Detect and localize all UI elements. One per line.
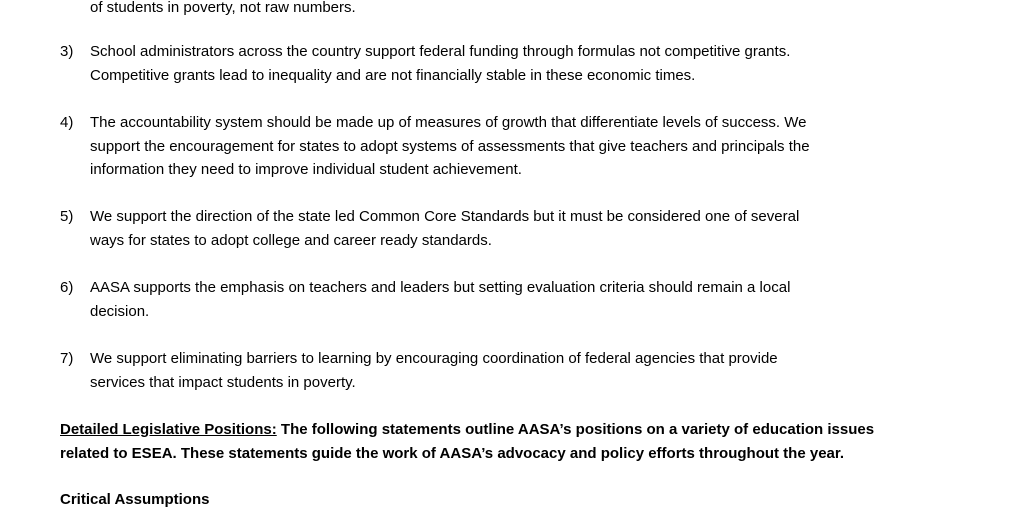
list-number: 4) [60,114,74,131]
paragraph-fragment: of students in poverty, not raw numbers. [90,0,356,16]
detailed-positions-text: The following statements outline AASA’s positions on a variety of education issues related to ESEA. These statements guide the work of AASA’s advocacy and policy efforts throughout the year. [60,421,875,462]
detailed-positions-paragraph [60,418,990,465]
list-number: 6) [60,279,74,296]
list-text: AASA supports the emphasis on teachers and leaders but setting evaluation criteria should remain a local decision. [90,279,791,320]
list-text: The accountability system should be made up of measures of growth that differentiate levels of success. We support the encouragement for states to adopt systems of assessments that give teachers and principals the information they need to improve individual student achievement. [90,114,810,178]
list-text: We support the direction of the state led Common Core Standards but it must be considered one of several ways for states to adopt college and career ready standards. [90,208,800,249]
list-text: We support eliminating barriers to learning by encouraging coordination of federal agencies that provide services that impact students in poverty. [90,350,778,391]
detailed-positions-label: Detailed Legislative Positions: [60,421,277,438]
list-item [60,276,960,323]
list-text: School administrators across the country support federal funding through formulas not competitive grants. Competitive grants lead to inequality and are not financially stable in these economic times. [90,43,791,84]
list-number: 3) [60,43,74,60]
list-item [60,111,960,182]
section-heading: Critical Assumptions [60,491,210,508]
list-number: 7) [60,350,74,367]
list-item [60,205,960,252]
list-item [60,347,960,394]
list-item [60,40,960,87]
list-number: 5) [60,208,74,225]
